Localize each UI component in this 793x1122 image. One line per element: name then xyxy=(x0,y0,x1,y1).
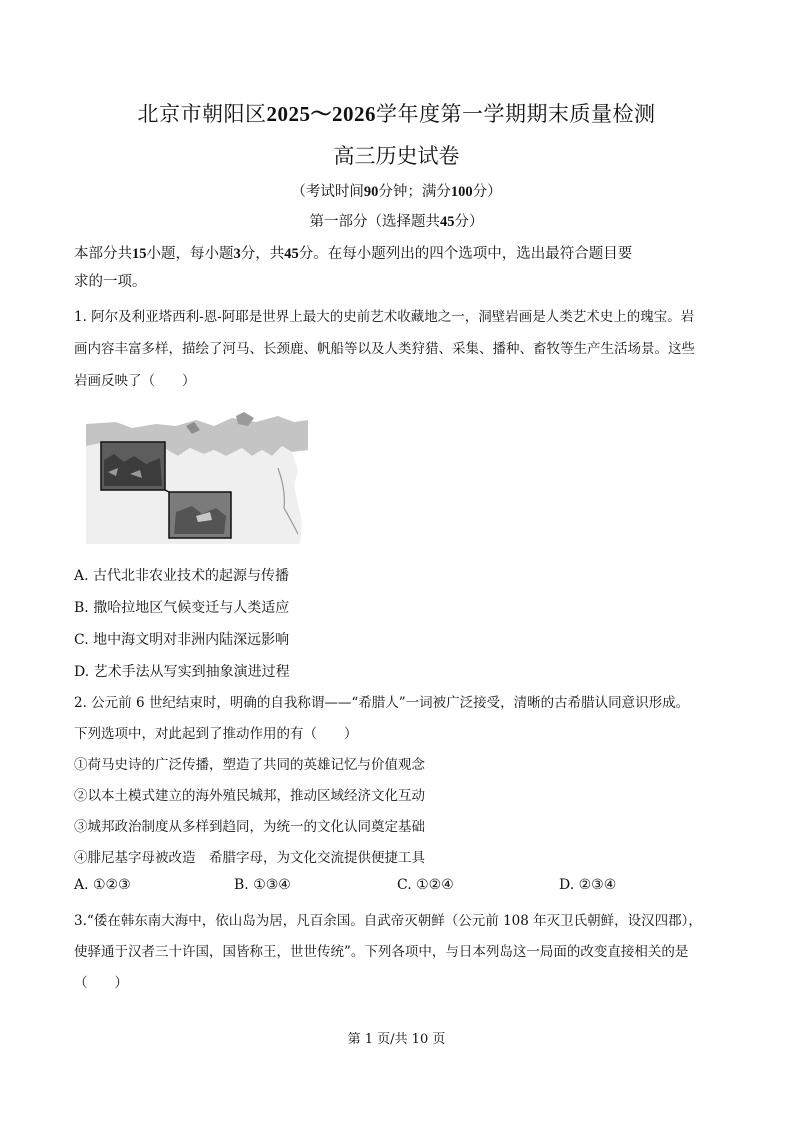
exam-title: 北京市朝阳区2025～2026学年度第一学期期末质量检测 xyxy=(137,102,656,126)
exam-time-note: （考试时间90分钟；满分100分） xyxy=(291,184,502,200)
q3-stem-line3: （ ） xyxy=(74,975,128,991)
q2-item-2: ②以本土模式建立的海外殖民城邦，推动区域经济文化互动 xyxy=(74,788,425,804)
q3-stem-line1: 3.“倭在韩东南大海中，依山岛为居，凡百余国。自武帝灭朝鲜（公元前 108 年灭卫氏朝鲜，设汉四郡）， xyxy=(74,913,702,929)
q2-stem-line1: 2. 公元前 6 世纪结束时，明确的自我称谓——“希腊人”一词被广泛接受，清晰的古希腊认同意识形成。 xyxy=(74,695,690,711)
q2-item-3: ③城邦政治制度从多样到趋同，为统一的文化认同奠定基础 xyxy=(74,819,425,835)
q1-option-d[interactable]: D. 艺术手法从写实到抽象演进过程 xyxy=(74,664,290,680)
q1-option-a[interactable]: A. 古代北非农业技术的起源与传播 xyxy=(74,568,290,584)
q1-option-c[interactable]: C. 地中海文明对非洲内陆深远影响 xyxy=(74,632,290,648)
q2-option-d[interactable]: D. ②③④ xyxy=(559,877,617,893)
q1-stem-line1: 1. 阿尔及利亚塔西利-恩-阿耶是世界上最大的史前艺术收藏地之一，洞壁岩画是人类艺术史上的瑰宝。岩 xyxy=(74,309,695,325)
q2-option-a[interactable]: A. ①②③ xyxy=(74,877,131,893)
part1-heading: 第一部分（选择题共45分） xyxy=(309,214,484,230)
q1-stem-line2: 画内容丰富多样，描绘了河马、长颈鹿、帆船等以及人类狩猎、采集、播种、畜牧等生产生活场景。这些 xyxy=(74,341,695,357)
q2-stem-line2: 下列选项中，对此起到了推动作用的有（ ） xyxy=(74,726,358,742)
q1-stem-line3: 岩画反映了（ ） xyxy=(74,373,196,389)
q1-option-b[interactable]: B. 撒哈拉地区气候变迁与人类适应 xyxy=(74,600,290,616)
q2-item-1: ①荷马史诗的广泛传播，塑造了共同的英雄记忆与价值观念 xyxy=(74,757,425,773)
part1-intro-line2: 求的一项。 xyxy=(74,274,147,290)
q1-map-image xyxy=(86,412,308,544)
q2-option-c[interactable]: C. ①②④ xyxy=(397,877,454,893)
q2-option-b[interactable]: B. ①③④ xyxy=(234,877,291,893)
q2-item-4: ④腓尼基字母被改造 希腊字母，为文化交流提供便捷工具 xyxy=(74,850,425,866)
part1-intro: 本部分共15小题，每小题3分，共45分。在每小题列出的四个选项中，选出最符合题目要 xyxy=(74,246,633,262)
page-footer: 第 1 页/共 10 页 xyxy=(347,1032,446,1047)
exam-subtitle: 高三历史试卷 xyxy=(333,144,460,168)
q3-stem-line2: 使驿通于汉者三十许国，国皆称王，世世传统”。下列各项中，与日本列岛这一局面的改变直接相关的是 xyxy=(74,944,689,960)
